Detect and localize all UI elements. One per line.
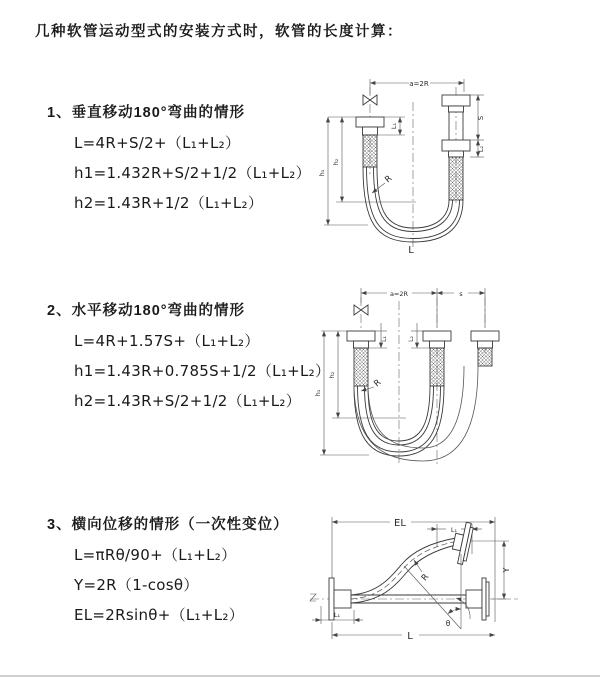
dim-label-h2: h₂ <box>332 158 340 166</box>
dim-label-h2: h₂ <box>328 371 336 379</box>
section-1-heading: 1、垂直移动180°弯曲的情形 <box>47 105 246 121</box>
dim-label-y: Y <box>502 567 511 573</box>
formula-el: EL=2Rsinθ+（L₁+L₂） <box>74 606 245 624</box>
dim-label-l1-top: L₁ <box>450 526 458 534</box>
dim-label-l1-bottom: L₁ <box>333 611 341 619</box>
right-pipe-fitting <box>471 331 499 366</box>
right-flange <box>466 578 489 620</box>
formula-l: L=πRθ/90+（L₁+L₂） <box>74 546 237 564</box>
formula-h1: h1=1.432R+S/2+1/2（L₁+L₂） <box>74 164 311 182</box>
formula-y: Y=2R（1-cosθ） <box>74 576 199 594</box>
dim-label-l: L <box>407 631 413 642</box>
dim-label-l1: L₁ <box>381 336 388 342</box>
dim-l2 <box>470 140 485 157</box>
right-pipe-fitting <box>442 95 470 200</box>
dim-s <box>361 288 485 327</box>
hose-displaced-position <box>351 538 456 603</box>
radius-callout <box>372 174 394 193</box>
braided-hose-section <box>430 348 444 386</box>
dim-label-l: L <box>408 245 414 256</box>
dim-l1-bottom <box>312 606 363 624</box>
formula-h1: h1=1.43R+0.785S+1/2（L₁+L₂） <box>74 362 331 380</box>
left-pipe-fitting <box>347 331 375 386</box>
dim-a2r <box>361 290 437 298</box>
dim-h1 <box>318 117 368 225</box>
dim-label-el: EL <box>394 518 406 529</box>
axis-mark <box>310 594 316 601</box>
section-2-heading: 2、水平移动180°弯曲的情形 <box>47 303 246 319</box>
page-title: 几种软管运动型式的安装方式时，软管的长度计算： <box>35 24 403 40</box>
dim-label-r: R <box>419 572 432 584</box>
formula-h2: h2=1.43R+1/2（L₁+L₂） <box>74 194 264 212</box>
dim-label-s: s <box>459 290 463 298</box>
left-pipe-fitting <box>356 117 384 167</box>
braided-hose-section <box>354 348 368 386</box>
dim-label-l2: L₂ <box>477 145 485 153</box>
dim-label-a2r: a=2R <box>389 290 409 298</box>
section-2 <box>47 299 330 416</box>
section-3 <box>47 513 289 630</box>
diagram-vertical-180 <box>316 74 598 256</box>
formula-l: L=4R+1.57S+（L₁+L₂） <box>74 332 260 350</box>
dim-l <box>332 622 495 642</box>
dim-label-a2r: a=2R <box>409 80 429 88</box>
section-3-heading: 3、横向位移的情形（一次性变位） <box>47 517 289 533</box>
dim-label-theta: θ <box>445 619 451 628</box>
braided-hose-section <box>478 348 492 366</box>
dim-label-s: S <box>477 115 485 121</box>
dim-label-h1: h₁ <box>314 389 322 397</box>
braided-hose-section <box>449 157 463 200</box>
dim-label-l1: L₁ <box>390 122 398 130</box>
dim-a2r <box>370 79 464 94</box>
diagram-lateral-displacement <box>298 502 598 650</box>
dim-s <box>470 95 485 140</box>
formula-l: L=4R+S/2+（L₁+L₂） <box>74 134 241 152</box>
braided-hose-section <box>363 135 377 167</box>
middle-pipe-fitting <box>423 331 451 386</box>
dim-label-h1: h₁ <box>318 169 326 177</box>
dim-label-r: R <box>383 173 395 186</box>
section-1 <box>47 101 311 218</box>
dim-label-l2: L₂ <box>408 336 415 342</box>
diagram-horizontal-180 <box>311 283 599 471</box>
dim-label-r: R <box>372 377 384 390</box>
formula-h2: h2=1.43R+S/2+1/2（L₁+L₂） <box>74 392 302 410</box>
